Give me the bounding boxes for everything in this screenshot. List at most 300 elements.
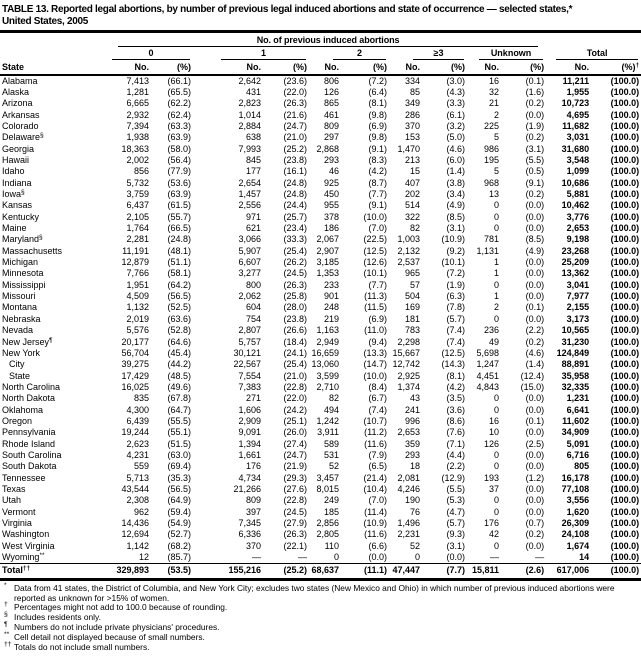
value-cell-pct-total: (100.0) bbox=[610, 529, 640, 540]
value-cell-no-2: 809 bbox=[323, 120, 339, 131]
value-cell-no-unknown: 0 bbox=[493, 540, 499, 551]
state-name: Delaware bbox=[2, 132, 41, 143]
value-cell-no-3plus: 0 bbox=[414, 552, 420, 563]
value-cell-pct-unknown: (12.4) bbox=[520, 370, 545, 381]
table-title bbox=[0, 0, 641, 30]
value-cell-pct-2: (11.6) bbox=[364, 529, 387, 540]
value-cell-no-total: 23,268 bbox=[561, 245, 590, 256]
value-cell-no-2: 293 bbox=[323, 155, 339, 165]
value-cell-no-total: 10,565 bbox=[561, 325, 590, 336]
value-cell-pct-3plus: (3.3) bbox=[446, 98, 465, 109]
value-cell-pct-0: (77.9) bbox=[167, 166, 191, 177]
value-cell-no-0: 1,281 bbox=[126, 86, 149, 97]
value-cell-no-3plus: 1,003 bbox=[397, 234, 420, 245]
value-cell-no-unknown: 968 bbox=[483, 177, 499, 188]
value-cell-pct-unknown: (1.4) bbox=[525, 359, 545, 370]
value-cell-pct-3plus: (3.4) bbox=[446, 189, 465, 200]
state-cell bbox=[0, 268, 90, 279]
value-cell-pct-total: (100.0) bbox=[610, 336, 640, 347]
state-cell bbox=[0, 291, 90, 302]
value-cell-pct-total: (100.0) bbox=[610, 483, 640, 494]
value-cell-no-total: 5,881 bbox=[566, 189, 590, 200]
value-cell-pct-unknown: (0.0) bbox=[525, 211, 545, 222]
column-header-pct-unknown: (%) bbox=[501, 60, 546, 75]
state-cell bbox=[0, 121, 90, 132]
value-cell-pct-total: (100.0) bbox=[610, 257, 640, 268]
value-cell-pct-unknown: (0.0) bbox=[525, 506, 545, 517]
value-cell-no-unknown: 10 bbox=[488, 427, 499, 438]
total-label-cell bbox=[0, 564, 90, 580]
value-cell-pct-0: (63.9) bbox=[167, 132, 191, 143]
value-cell-pct-2: (9.1) bbox=[368, 143, 387, 154]
value-cell-no-1: 177 bbox=[245, 166, 261, 177]
value-cell-no-1: 638 bbox=[245, 132, 261, 143]
value-cell-no-3plus: 370 bbox=[404, 120, 420, 131]
value-cell-no-0: 2,308 bbox=[126, 495, 149, 506]
value-cell-pct-3plus: (4.9) bbox=[446, 200, 465, 211]
value-cell-no-unknown: 13 bbox=[488, 189, 499, 200]
value-cell-no-3plus: 82 bbox=[409, 223, 420, 234]
value-cell-pct-1: (27.4) bbox=[283, 438, 307, 449]
value-cell-no-0: 1,951 bbox=[126, 279, 149, 290]
value-cell-no-unknown: 21 bbox=[488, 98, 499, 109]
value-cell-pct-unknown: (0.2) bbox=[525, 98, 545, 109]
value-cell-pct-unknown: (8.5) bbox=[525, 234, 545, 245]
value-cell-no-3plus: 2,231 bbox=[397, 529, 420, 540]
state-cell bbox=[0, 257, 90, 268]
value-cell-pct-unknown: (4.6) bbox=[525, 347, 545, 358]
state-name: New York bbox=[2, 347, 41, 358]
value-cell-pct-total: (100.0) bbox=[610, 472, 640, 483]
value-cell-no-0: 11,191 bbox=[122, 245, 149, 256]
value-cell-pct-unknown: (0.0) bbox=[525, 223, 545, 234]
state-name: Oklahoma bbox=[2, 404, 44, 415]
value-cell-pct-3plus: (12.5) bbox=[441, 347, 465, 358]
value-cell-no-1: — bbox=[252, 552, 261, 563]
value-cell-no-total: 3,173 bbox=[566, 313, 590, 324]
value-cell-no-2: 806 bbox=[323, 75, 339, 86]
value-cell-pct-3plus: (5.3) bbox=[446, 495, 465, 506]
value-cell-pct-total: (100.0) bbox=[610, 200, 640, 211]
table-row bbox=[0, 144, 641, 155]
value-cell-pct-unknown: (0.2) bbox=[525, 189, 545, 200]
footnote-text: Percentages might not add to 100.0 because of rounding. bbox=[14, 602, 228, 613]
value-cell-no-3plus: 43 bbox=[409, 393, 420, 404]
value-cell-pct-unknown: (0.0) bbox=[525, 449, 545, 460]
value-cell-no-3plus: 181 bbox=[404, 313, 420, 324]
value-cell-pct-2: (11.2) bbox=[364, 427, 387, 438]
state-name: Maryland bbox=[2, 234, 40, 245]
value-cell-no-0: 6,437 bbox=[126, 200, 149, 211]
value-cell-no-total: 10,462 bbox=[561, 200, 590, 211]
value-cell-pct-2: (13.3) bbox=[363, 347, 387, 358]
spanner-label: No. of previous induced abortions bbox=[118, 33, 538, 47]
value-cell-pct-unknown: (0.0) bbox=[525, 427, 545, 438]
value-cell-pct-1: (27.6) bbox=[283, 483, 307, 494]
value-cell-no-2: 16,659 bbox=[311, 347, 339, 358]
value-cell-no-2: 589 bbox=[323, 438, 339, 449]
state-cell bbox=[0, 427, 90, 438]
value-cell-pct-2: (6.7) bbox=[368, 393, 387, 404]
value-cell-pct-0: (85.7) bbox=[167, 552, 191, 563]
table-row bbox=[0, 337, 641, 348]
state-name: Wyoming bbox=[2, 552, 40, 563]
value-cell-no-1: 2,823 bbox=[238, 98, 261, 109]
value-cell-pct-2: (9.8) bbox=[368, 109, 387, 120]
state-cell bbox=[0, 359, 90, 370]
value-cell-pct-total: (100.0) bbox=[610, 518, 640, 528]
value-cell-pct-total: (100.0) bbox=[610, 155, 640, 165]
value-cell-no-2: 52 bbox=[328, 461, 339, 472]
value-cell-pct-total: (100.0) bbox=[610, 404, 640, 415]
table-row bbox=[0, 314, 641, 325]
value-cell-pct-unknown: (4.9) bbox=[525, 245, 545, 256]
value-cell-pct-3plus: (7.8) bbox=[446, 302, 465, 313]
value-cell-pct-2: (10.7) bbox=[363, 415, 387, 426]
value-cell-pct-1: (24.8) bbox=[283, 177, 307, 188]
value-cell-no-total: 77,108 bbox=[561, 483, 590, 494]
value-cell-no-unknown: 5 bbox=[493, 132, 499, 143]
table-row bbox=[0, 132, 641, 143]
value-cell-pct-0: (61.5) bbox=[167, 200, 191, 211]
value-cell-pct-2: (11.6) bbox=[364, 438, 387, 449]
footnotes bbox=[0, 581, 641, 653]
value-cell-no-3plus: 2,925 bbox=[397, 370, 420, 381]
value-cell-pct-2: (6.9) bbox=[368, 313, 387, 324]
state-cell bbox=[0, 484, 90, 495]
column-header-pct-0: (%) bbox=[151, 60, 193, 75]
table-row bbox=[0, 178, 641, 189]
value-cell-no-unknown: 0 bbox=[493, 223, 499, 234]
value-cell-no-3plus: 334 bbox=[404, 75, 420, 86]
value-cell-pct-2: (6.5) bbox=[368, 461, 387, 472]
value-cell-pct-0: (58.0) bbox=[167, 143, 191, 154]
value-cell-pct-2: (11.3) bbox=[364, 291, 387, 302]
value-cell-pct-1: (24.1) bbox=[283, 347, 307, 358]
state-name: South Carolina bbox=[2, 449, 62, 460]
value-cell-no-2: 8,015 bbox=[316, 483, 339, 494]
value-cell-no-1: 3,066 bbox=[238, 234, 261, 245]
state-name: Arkansas bbox=[2, 109, 40, 120]
value-cell-no-2: 110 bbox=[324, 540, 339, 551]
value-cell-no-total: 35,958 bbox=[561, 370, 590, 381]
column-group-total bbox=[546, 47, 641, 60]
value-cell-pct-0: (45.4) bbox=[167, 347, 191, 358]
value-cell-no-1: 2,909 bbox=[238, 415, 261, 426]
value-cell-pct-total: (100.0) bbox=[610, 347, 640, 358]
value-cell-no-2: 233 bbox=[323, 279, 339, 290]
value-cell-no-total: 3,041 bbox=[566, 279, 590, 290]
column-header-pct-total bbox=[591, 60, 641, 75]
value-cell-pct-2: (12.5) bbox=[363, 245, 387, 256]
value-cell-no-total: 24,108 bbox=[561, 529, 590, 540]
value-cell-pct-0: (44.2) bbox=[167, 359, 191, 370]
value-cell-no-total: 6,716 bbox=[566, 449, 590, 460]
table-row bbox=[0, 110, 641, 121]
value-cell-no-total: 32,335 bbox=[561, 381, 590, 392]
group-label-total: Total bbox=[556, 47, 638, 60]
value-cell-pct-unknown: (1.9) bbox=[525, 120, 545, 131]
value-cell-pct-total: (100.0) bbox=[610, 381, 640, 392]
value-cell-no-1: 2,556 bbox=[238, 200, 261, 211]
value-cell-pct-1: (29.3) bbox=[283, 472, 307, 483]
state-cell bbox=[0, 75, 90, 87]
value-cell-no-0: 1,142 bbox=[126, 540, 149, 551]
value-cell-no-3plus: 2,653 bbox=[397, 427, 420, 438]
state-name: Georgia bbox=[2, 143, 35, 154]
state-cell bbox=[0, 200, 90, 211]
column-header-state: State bbox=[0, 60, 90, 75]
value-cell-no-0: 12,879 bbox=[121, 257, 149, 268]
value-cell-no-unknown: 1 bbox=[493, 291, 499, 302]
value-cell-pct-0: (52.8) bbox=[167, 325, 191, 336]
state-cell bbox=[0, 450, 90, 461]
value-cell-pct-unknown: (0.1) bbox=[525, 75, 545, 86]
value-cell-pct-2: (22.5) bbox=[363, 234, 387, 245]
value-cell-no-unknown: 1,247 bbox=[476, 359, 499, 370]
state-cell bbox=[0, 166, 90, 177]
state-name: Minnesota bbox=[2, 268, 44, 279]
value-cell-no-unknown: 2 bbox=[493, 302, 499, 313]
table-row bbox=[0, 439, 641, 450]
value-cell-no-1: 7,345 bbox=[238, 518, 261, 528]
table-row bbox=[0, 371, 641, 382]
value-cell-no-2: 0 bbox=[333, 552, 339, 563]
value-cell-no-3plus: 349 bbox=[404, 98, 420, 109]
value-cell-pct-3plus: (5.5) bbox=[446, 483, 465, 494]
state-cell bbox=[0, 507, 90, 518]
value-cell-pct-3plus: (1.4) bbox=[446, 166, 465, 177]
table-row bbox=[0, 325, 641, 336]
value-cell-pct-unknown: (15.0) bbox=[520, 381, 545, 392]
value-cell-no-total: 11,211 bbox=[562, 75, 590, 86]
subheader-row bbox=[0, 60, 641, 75]
value-cell-no-0: 6,439 bbox=[126, 415, 149, 426]
total-pct-0: (53.5) bbox=[151, 564, 193, 580]
value-cell-no-1: 4,734 bbox=[238, 472, 261, 483]
value-cell-pct-2: (10.0) bbox=[363, 370, 387, 381]
value-cell-pct-total: (100.0) bbox=[610, 302, 640, 313]
value-cell-pct-2: (6.4) bbox=[368, 86, 387, 97]
value-cell-pct-2: (9.4) bbox=[368, 336, 387, 347]
state-name: Nevada bbox=[2, 325, 34, 336]
value-cell-no-2: 82 bbox=[328, 393, 339, 404]
value-cell-pct-3plus: (7.1) bbox=[446, 438, 465, 449]
value-cell-pct-2: (7.9) bbox=[368, 449, 387, 460]
value-cell-no-total: 2,155 bbox=[566, 302, 590, 313]
column-group-spanner bbox=[90, 31, 546, 47]
table-row bbox=[0, 75, 641, 87]
value-cell-no-1: 7,993 bbox=[238, 143, 261, 154]
value-cell-no-1: 1,457 bbox=[238, 189, 261, 200]
value-cell-pct-0: (54.9) bbox=[167, 518, 191, 528]
state-name: City bbox=[9, 359, 25, 370]
value-cell-pct-3plus: (6.1) bbox=[446, 109, 465, 120]
value-cell-no-1: 397 bbox=[245, 506, 261, 517]
state-name: Rhode Island bbox=[2, 438, 56, 449]
footnote: * Data from 41 states, the District of Columbia, and New York City; excludes two states (New Mexico and Ohio) in which number of previous induced abortions were reported as unknown for >15% of women. bbox=[4, 581, 615, 603]
value-cell-no-1: 604 bbox=[245, 302, 261, 313]
value-cell-no-total: 88,891 bbox=[561, 359, 590, 370]
total-pct-3plus: (7.7) bbox=[422, 564, 467, 580]
value-cell-no-0: 7,394 bbox=[126, 120, 149, 131]
value-cell-no-unknown: 0 bbox=[493, 313, 499, 324]
value-cell-no-2: 2,805 bbox=[316, 529, 339, 540]
state-footnote-marker: § bbox=[21, 189, 25, 197]
value-cell-no-unknown: 5,698 bbox=[476, 347, 499, 358]
value-cell-pct-0: (66.5) bbox=[167, 223, 191, 234]
column-header-no-2: No. bbox=[309, 60, 341, 75]
column-group-2 bbox=[309, 47, 389, 60]
value-cell-pct-0: (48.1) bbox=[167, 245, 191, 256]
value-cell-pct-unknown: (0.0) bbox=[525, 313, 545, 324]
value-cell-pct-unknown: (0.0) bbox=[525, 393, 545, 404]
value-cell-no-3plus: 2,132 bbox=[397, 245, 420, 256]
value-cell-pct-1: (25.4) bbox=[283, 359, 307, 370]
value-cell-pct-0: (67.8) bbox=[167, 393, 191, 404]
state-cell bbox=[0, 246, 90, 257]
total-row bbox=[0, 564, 641, 580]
table-title-line2: United States, 2005 bbox=[2, 15, 89, 27]
value-cell-pct-total: (100.0) bbox=[610, 393, 640, 404]
value-cell-pct-3plus: (4.2) bbox=[446, 381, 465, 392]
state-name: Massachusetts bbox=[2, 245, 63, 256]
value-cell-pct-2: (11.4) bbox=[364, 506, 387, 517]
table-row bbox=[0, 495, 641, 506]
table-row bbox=[0, 461, 641, 472]
value-cell-pct-1: (23.8) bbox=[283, 313, 307, 324]
value-cell-no-1: 21,266 bbox=[233, 483, 261, 494]
value-cell-pct-0: (48.5) bbox=[167, 370, 191, 381]
value-cell-no-unknown: 225 bbox=[483, 120, 499, 131]
state-cell bbox=[0, 212, 90, 223]
value-cell-no-0: 835 bbox=[133, 393, 149, 404]
value-cell-no-3plus: 359 bbox=[404, 438, 420, 449]
value-cell-no-0: 17,429 bbox=[121, 370, 149, 381]
value-cell-pct-2: (7.0) bbox=[368, 223, 387, 234]
total-pct-2: (11.1) bbox=[341, 564, 389, 580]
table-row bbox=[0, 155, 641, 166]
value-cell-no-total: 3,776 bbox=[566, 211, 590, 222]
value-cell-pct-3plus: (3.1) bbox=[446, 540, 465, 551]
state-cell bbox=[0, 495, 90, 506]
value-cell-pct-1: (22.1) bbox=[283, 540, 307, 551]
value-cell-no-2: 13,060 bbox=[311, 359, 339, 370]
value-cell-no-0: 2,002 bbox=[126, 155, 149, 165]
value-cell-no-0: 4,300 bbox=[126, 404, 149, 415]
value-cell-pct-total: (100.0) bbox=[610, 268, 640, 279]
value-cell-pct-0: (58.1) bbox=[167, 268, 191, 279]
value-cell-no-total: 3,548 bbox=[566, 155, 590, 165]
value-cell-pct-3plus: (10.1) bbox=[441, 257, 465, 268]
value-cell-pct-2: (0.0) bbox=[368, 552, 387, 563]
value-cell-pct-3plus: (3.8) bbox=[446, 177, 465, 188]
column-group-3plus bbox=[389, 47, 467, 60]
value-cell-no-unknown: 1 bbox=[493, 268, 499, 279]
value-cell-pct-3plus: (5.7) bbox=[446, 313, 465, 324]
value-cell-no-3plus: 213 bbox=[404, 155, 420, 165]
value-cell-pct-total: (100.0) bbox=[610, 427, 640, 438]
value-cell-no-unknown: 195 bbox=[483, 155, 499, 165]
value-cell-no-3plus: 965 bbox=[404, 268, 420, 279]
value-cell-no-0: 18,363 bbox=[121, 143, 149, 154]
value-cell-no-1: 621 bbox=[245, 223, 261, 234]
state-cell bbox=[0, 541, 90, 552]
value-cell-no-total: 3,031 bbox=[566, 132, 590, 143]
state-name: Arizona bbox=[2, 98, 33, 109]
spanner-row-spacer-right bbox=[546, 31, 641, 47]
value-cell-no-3plus: 1,374 bbox=[397, 381, 420, 392]
table-row bbox=[0, 359, 641, 370]
state-name: Mississippi bbox=[2, 279, 46, 290]
value-cell-no-3plus: 169 bbox=[404, 302, 420, 313]
value-cell-pct-total: (100.0) bbox=[610, 279, 640, 290]
value-cell-pct-total: (100.0) bbox=[610, 132, 640, 143]
table-row bbox=[0, 518, 641, 529]
table-row bbox=[0, 291, 641, 302]
footnote: § Includes residents only. bbox=[4, 611, 101, 623]
value-cell-no-0: 12,694 bbox=[121, 529, 149, 540]
value-cell-pct-1: (16.1) bbox=[283, 166, 307, 177]
value-cell-pct-unknown: (1.6) bbox=[525, 86, 545, 97]
value-cell-pct-unknown: (0.2) bbox=[525, 336, 545, 347]
value-cell-pct-1: (22.8) bbox=[283, 381, 307, 392]
state-cell bbox=[0, 110, 90, 121]
state-name: Indiana bbox=[2, 177, 32, 188]
state-cell bbox=[0, 144, 90, 155]
table-row bbox=[0, 302, 641, 313]
table-row bbox=[0, 552, 641, 564]
value-cell-pct-unknown: (0.5) bbox=[525, 166, 545, 177]
value-cell-no-3plus: 76 bbox=[409, 506, 420, 517]
value-cell-no-2: 865 bbox=[323, 98, 339, 109]
state-footnote-marker: ¶ bbox=[49, 336, 53, 344]
group-label-0: 0 bbox=[112, 47, 190, 60]
state-cell bbox=[0, 178, 90, 189]
value-cell-no-0: 3,759 bbox=[126, 189, 149, 200]
value-cell-no-unknown: 0 bbox=[493, 495, 499, 506]
value-cell-no-0: 856 bbox=[133, 166, 149, 177]
value-cell-no-0: 39,275 bbox=[121, 359, 149, 370]
state-cell bbox=[0, 348, 90, 359]
value-cell-pct-unknown: (0.0) bbox=[525, 404, 545, 415]
spanner-row-spacer bbox=[0, 31, 90, 47]
state-cell bbox=[0, 529, 90, 540]
state-name: Kentucky bbox=[2, 211, 40, 222]
value-cell-pct-2: (9.1) bbox=[368, 200, 387, 211]
value-cell-no-3plus: 15 bbox=[409, 166, 420, 177]
table-row bbox=[0, 98, 641, 109]
state-name: Montana bbox=[2, 302, 38, 313]
value-cell-no-total: 11,602 bbox=[562, 415, 590, 426]
value-cell-pct-total: (100.0) bbox=[610, 415, 640, 426]
value-cell-no-0: 2,932 bbox=[126, 109, 149, 120]
value-cell-no-0: 12 bbox=[138, 552, 149, 563]
table-row bbox=[0, 189, 641, 200]
value-cell-no-0: 5,713 bbox=[126, 472, 149, 483]
table-row bbox=[0, 212, 641, 223]
value-cell-no-1: 754 bbox=[245, 313, 261, 324]
value-cell-no-1: 1,014 bbox=[238, 109, 261, 120]
value-cell-no-total: 9,198 bbox=[566, 234, 590, 245]
value-cell-pct-0: (64.7) bbox=[167, 404, 191, 415]
state-cell bbox=[0, 371, 90, 382]
column-header-pct-2: (%) bbox=[341, 60, 389, 75]
total-pct-unknown: (2.6) bbox=[501, 564, 546, 580]
state-cell bbox=[0, 189, 90, 200]
state-cell bbox=[0, 155, 90, 166]
value-cell-pct-3plus: (3.1) bbox=[446, 223, 465, 234]
